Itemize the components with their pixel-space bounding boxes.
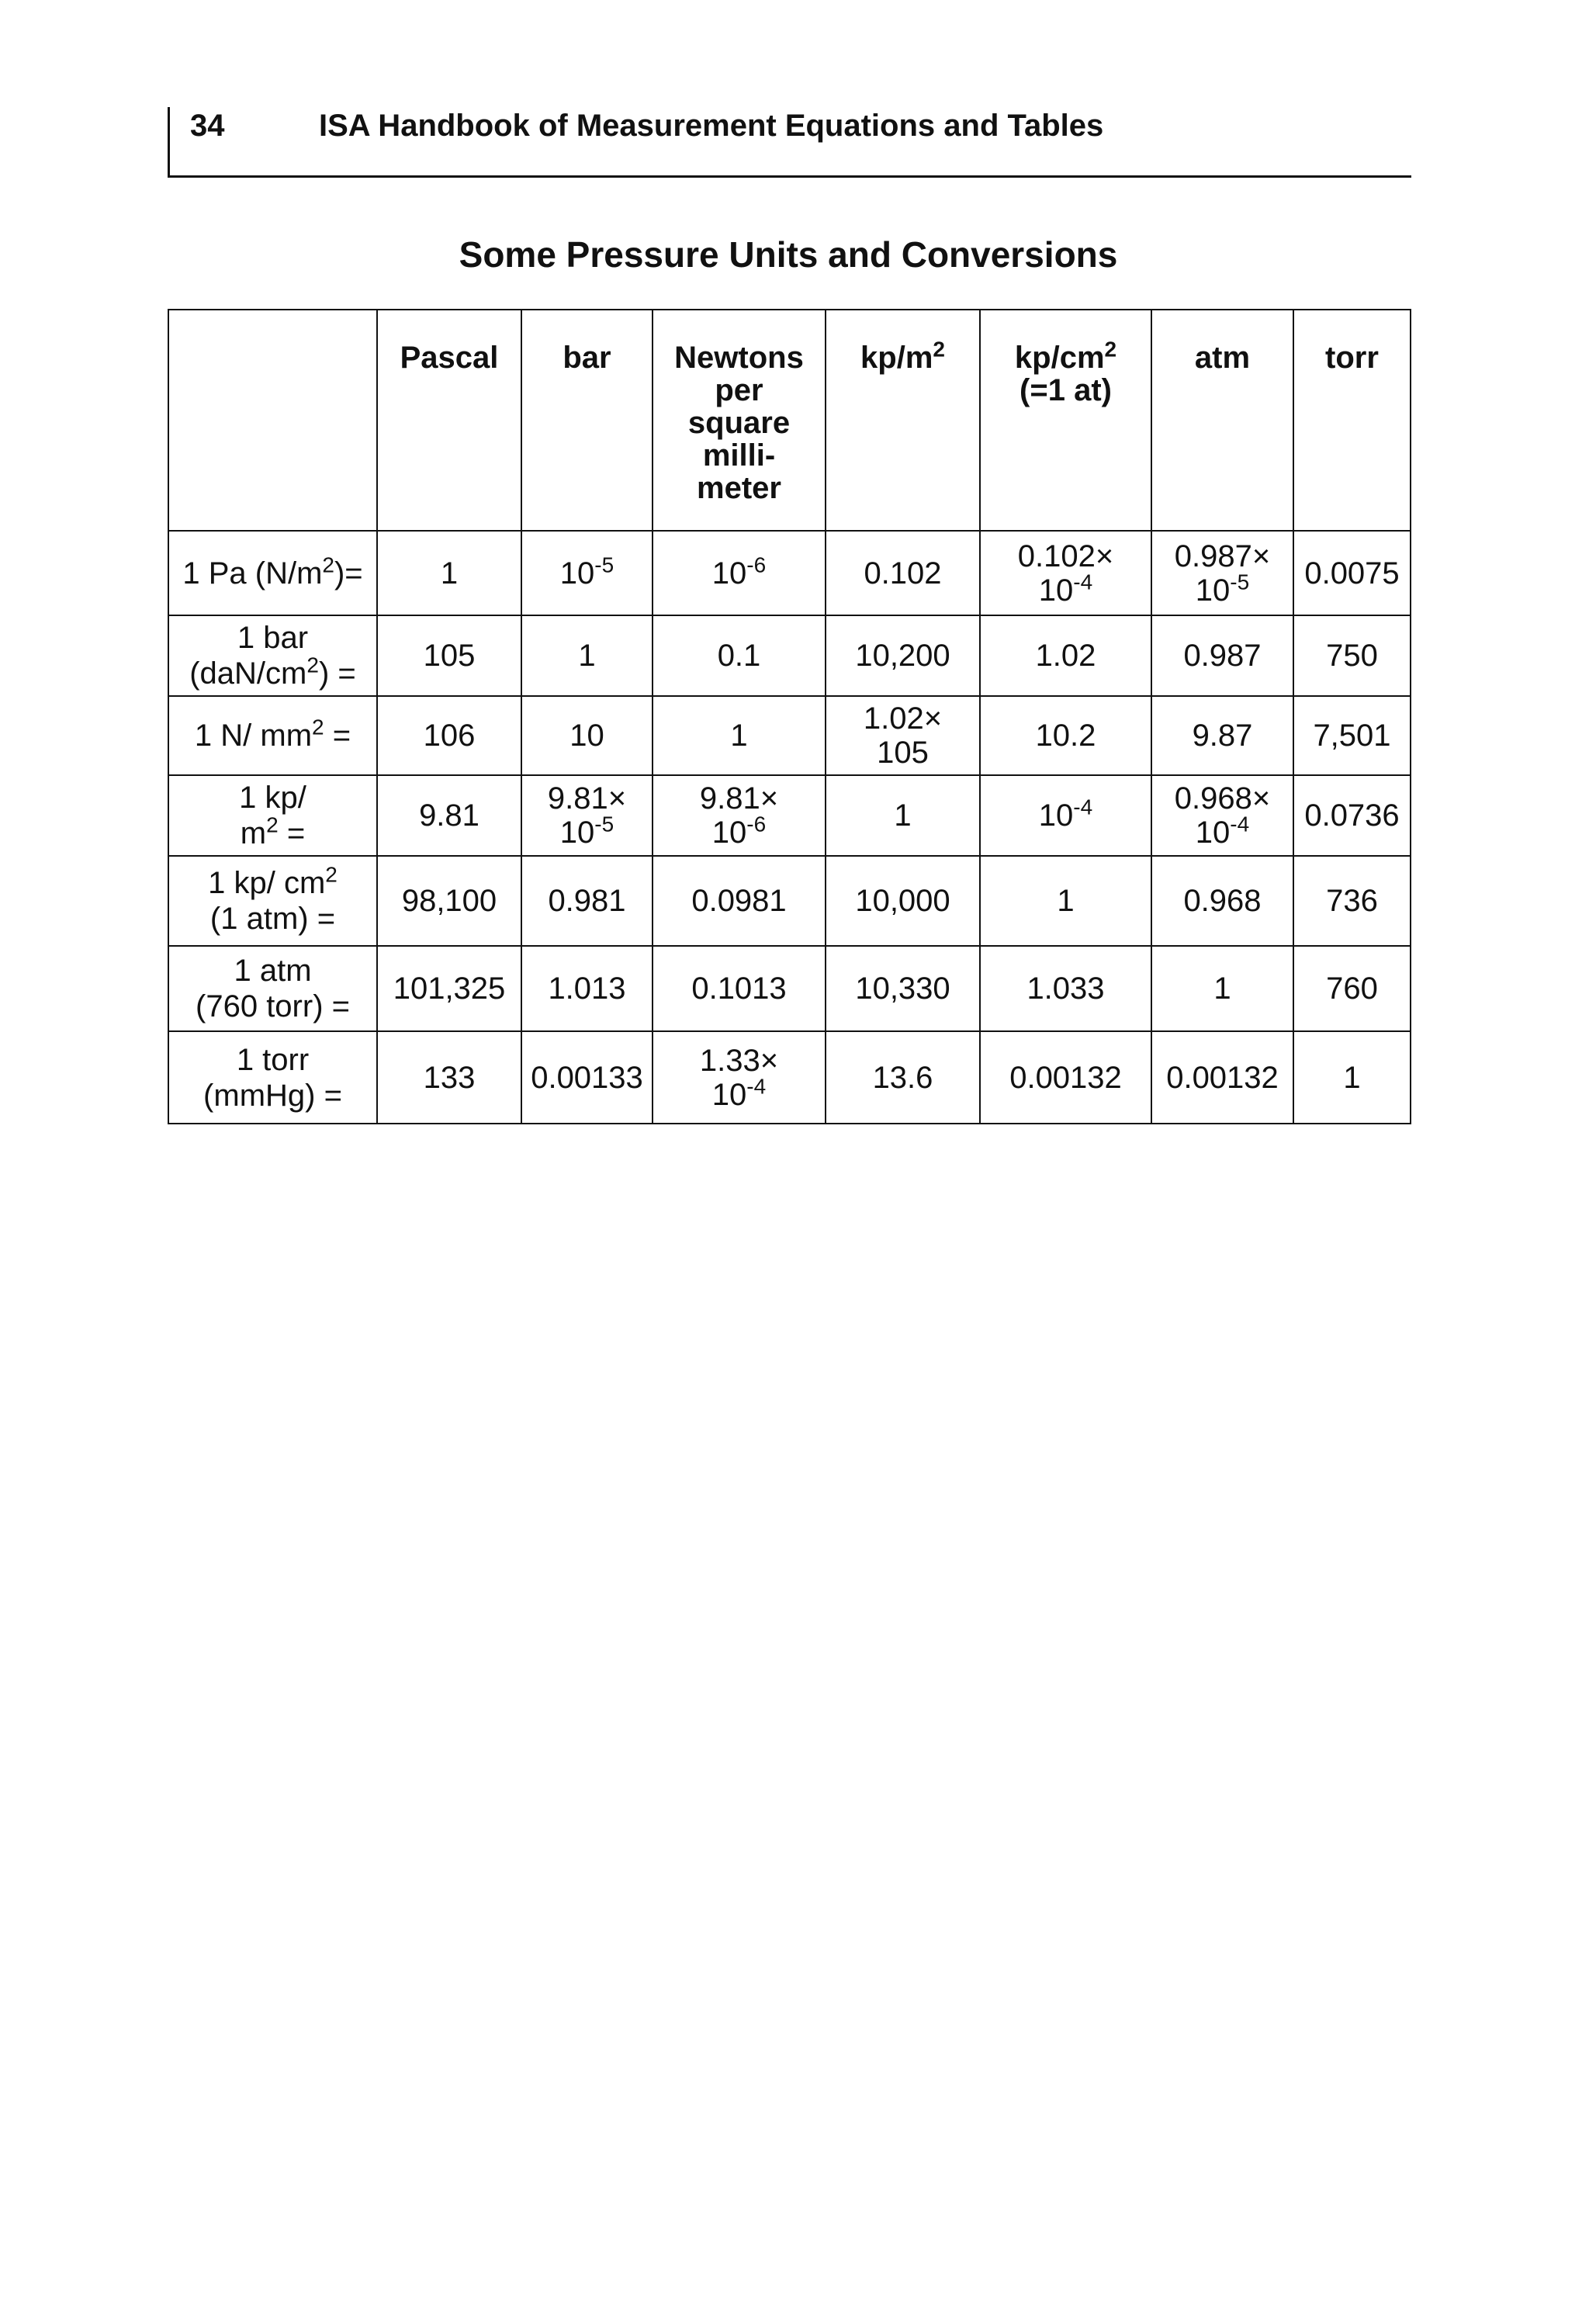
- row-label: 1 Pa $(N/m^2)=$: [168, 531, 377, 615]
- row-label: 1 kp/ $cm^2$ (1 atm) =: [168, 856, 377, 946]
- table-row: [168, 946, 1411, 1031]
- table-cell: 0.00132: [1151, 1031, 1293, 1124]
- table-cell: 760: [1293, 946, 1411, 1031]
- table-cell: 1.033: [980, 946, 1151, 1031]
- column-header-bar: bar: [521, 310, 653, 531]
- table-cell: 10,000: [826, 856, 980, 946]
- table-cell: 10,200: [826, 615, 980, 696]
- column-header-kp-per-m2: $kp/m^2$: [826, 310, 980, 531]
- table-cell: 750: [1293, 615, 1411, 696]
- row-label: 1 atm (760 torr) =: [168, 946, 377, 1031]
- table-cell: 0.1013: [653, 946, 826, 1031]
- table-row: [168, 696, 1411, 775]
- table-cell: 1: [1151, 946, 1293, 1031]
- table-cell: 10,330: [826, 946, 980, 1031]
- table-cell: 98,100: [377, 856, 521, 946]
- table-cell: 0.1: [653, 615, 826, 696]
- row-label: 1 kp/ $m^2$ =: [168, 775, 377, 856]
- table-cell: 9.87: [1151, 696, 1293, 775]
- table-cell: 9.81: [377, 775, 521, 856]
- pressure-conversion-table: [168, 309, 1411, 1124]
- table-cell: $10^{-6}$: [653, 531, 826, 615]
- table-cell: 0.987× $10^{-5}$: [1151, 531, 1293, 615]
- table-cell: 0.968× $10^{-4}$: [1151, 775, 1293, 856]
- table-cell: 9.81× $10^{-6}$: [653, 775, 826, 856]
- column-header-newtons-per-square-millimeter: Newtons per square milli- meter: [653, 310, 826, 531]
- table-cell: 1: [377, 531, 521, 615]
- table-cell: 736: [1293, 856, 1411, 946]
- table-cell: 13.6: [826, 1031, 980, 1124]
- table-cell: 106: [377, 696, 521, 775]
- table-cell: 10.2: [980, 696, 1151, 775]
- table-cell: 7,501: [1293, 696, 1411, 775]
- row-label: 1 bar $(daN/cm^2)$ =: [168, 615, 377, 696]
- table-row: [168, 775, 1411, 856]
- table-cell: 133: [377, 1031, 521, 1124]
- table-cell: 0.102× $10^{-4}$: [980, 531, 1151, 615]
- table-cell: 0.00132: [980, 1031, 1151, 1124]
- table-cell: 0.0736: [1293, 775, 1411, 856]
- table-cell: 0.987: [1151, 615, 1293, 696]
- column-header-pascal: Pascal: [377, 310, 521, 531]
- table-cell: 0.981: [521, 856, 653, 946]
- table-cell: 1.33× $10^{-4}$: [653, 1031, 826, 1124]
- column-header-kp-per-cm2: $kp/cm^2$ (=1 at): [980, 310, 1151, 531]
- table-row: [168, 615, 1411, 696]
- running-head: [168, 107, 1411, 178]
- page-number: 34: [190, 109, 225, 143]
- table-row: [168, 1031, 1411, 1124]
- row-label: 1 torr (mmHg) =: [168, 1031, 377, 1124]
- table-cell: 10: [521, 696, 653, 775]
- table-cell: 1: [826, 775, 980, 856]
- column-header-atm: atm: [1151, 310, 1293, 531]
- table-cell: 0.0981: [653, 856, 826, 946]
- book-title: ISA Handbook of Measurement Equations and Tables: [319, 109, 1104, 143]
- table-row: [168, 856, 1411, 946]
- table-cell: $10^{-4}$: [980, 775, 1151, 856]
- table-cell: 1.02: [980, 615, 1151, 696]
- column-header-empty: [168, 310, 377, 531]
- table-cell: 1.02× 105: [826, 696, 980, 775]
- table-cell: 0.00133: [521, 1031, 653, 1124]
- table-title: Some Pressure Units and Conversions: [459, 234, 1118, 275]
- table-row: [168, 531, 1411, 615]
- table-cell: 1: [653, 696, 826, 775]
- table-cell: 0.0075: [1293, 531, 1411, 615]
- table-cell: 9.81× $10^{-5}$: [521, 775, 653, 856]
- table-cell: 1: [521, 615, 653, 696]
- table-header-row: [168, 310, 1411, 531]
- table-cell: 1: [980, 856, 1151, 946]
- table-cell: 105: [377, 615, 521, 696]
- table-cell: 1: [1293, 1031, 1411, 1124]
- row-label: 1 N/ $mm^2$ =: [168, 696, 377, 775]
- table-cell: 0.968: [1151, 856, 1293, 946]
- table-cell: 101,325: [377, 946, 521, 1031]
- column-header-torr: torr: [1293, 310, 1411, 531]
- table-cell: 0.102: [826, 531, 980, 615]
- table-cell: 1.013: [521, 946, 653, 1031]
- table-cell: $10^{-5}$: [521, 531, 653, 615]
